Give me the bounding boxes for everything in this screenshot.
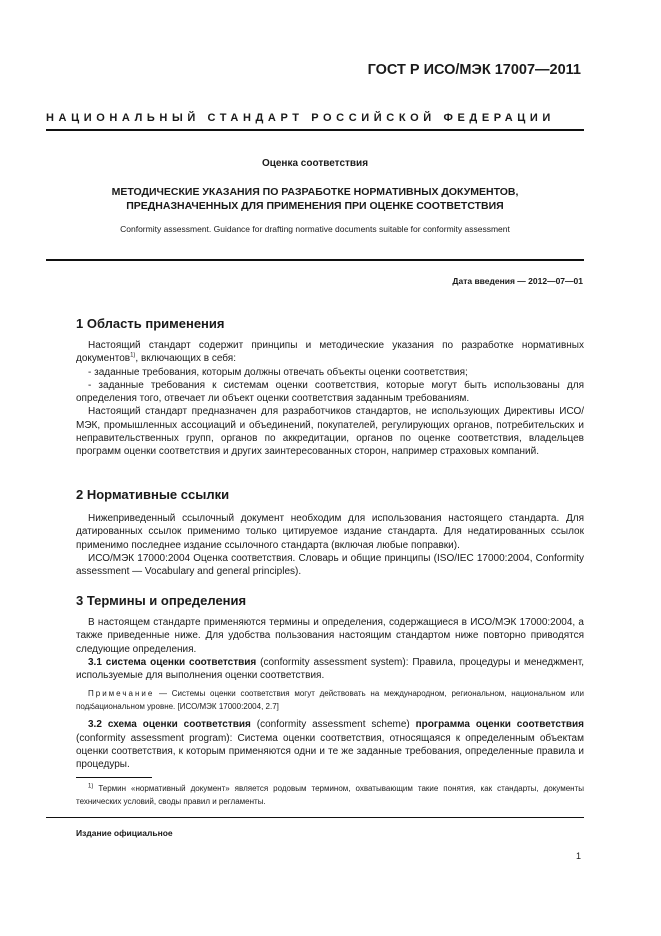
section3-paragraph1: В настоящем стандарте применяются термины и определения, содержащиеся в ИСО/МЭК 17000:2004, а также приведенные ниже. Для удобства пользования настоящим стандартом ниже повторно приводятся следующие определения. (76, 617, 584, 655)
section1-paragraph1: Настоящий стандарт содержит принципы и методические указания по разработке нормативных документов$^{1)}$, включающих в себя: (76, 340, 584, 365)
section2-body (76, 512, 584, 578)
page-number: 1 (575, 851, 581, 861)
footnote-rule (76, 777, 152, 778)
term-name-alt: программа оценки соответствия (415, 719, 585, 731)
term-3-1: 3.1 система оценки соответствия (conformity assessment system): Правила, процедуры и менеджмент, используемые для выполнения оценки соответствия. (76, 656, 584, 682)
section2-paragraph1: Нижеприведенный ссылочный документ необходим для использования настоящего стандарта. Для датированных ссылок применимо только цитируемое издание стандарта. Для недатированных ссылок применимо последнее издание ссылочного стандарта (включая любые поправки). (76, 513, 584, 551)
header-rule (46, 129, 584, 131)
title-rule (46, 259, 584, 261)
edition-label: Издание официальное (76, 828, 173, 838)
title-main-line2: ПРЕДНАЗНАЧЕННЫХ ДЛЯ ПРИМЕНЕНИЯ ПРИ ОЦЕНКЕ СООТВЕТСТВИЯ (126, 200, 504, 212)
title-english: Conformity assessment. Guidance for drafting normative documents suitable for conformity assessment (120, 224, 510, 234)
list-item: - заданные требования, которым должны отвечать объекты оценки соответствия; (88, 366, 468, 378)
section1-heading: 1 Область применения (76, 316, 225, 331)
footnote-ref: 1) (130, 352, 136, 359)
term-name: схема оценки соответствия (107, 719, 251, 731)
term-name: система оценки соответствия (105, 656, 257, 668)
title-subtitle: Оценка соответствия (261, 158, 369, 169)
term-3-2: 3.2 схема оценки соответствия (conformity assessment scheme) программа оценки соответствия (conformity assessment program): Система оценки соответствия, относящаяся к определенным объектам оценки соответствия, к которым применяются одни и те же заданные требования, определенные правила и процедуры. (76, 719, 585, 771)
title-main-line1: МЕТОДИЧЕСКИЕ УКАЗАНИЯ ПО РАЗРАБОТКЕ НОРМАТИВНЫХ ДОКУМЕНТОВ, (111, 186, 519, 198)
section2-heading: 2 Нормативные ссылки (76, 487, 230, 502)
note-label: Примечание (88, 689, 155, 699)
intro-date: Дата введения — 2012—07—01 (452, 276, 583, 286)
section3-heading: 3 Термины и определения (76, 593, 247, 608)
document-code: ГОСТ Р ИСО/МЭК 17007—2011 (367, 62, 581, 78)
footer-rule (46, 817, 584, 818)
title-main (46, 185, 584, 213)
section1-body (76, 339, 584, 459)
footnote: $^{1)}$ Термин «нормативный документ» является родовым термином, охватывающим такие понятия, как стандарты, документы технических условий, своды правил и регламенты. (76, 783, 584, 806)
footnote-mark: 1) (88, 783, 94, 790)
list-item: - заданные требования к системам оценки соответствия, которые могут быть использованы для определения того, отвечает ли объект оценки соответствия заданным требованиям. (76, 379, 584, 405)
section1-paragraph2: Настоящий стандарт предназначен для разработчиков стандартов, не использующих Директивы ИСО/МЭК, промышленных ассоциаций и объединений, покупателей, регулирующих органов, потребительских и неправительственных групп, органов по аккредитации, органов по оценке соответствия, владельцев программ оценки соответствия и других заинтересованных сторон, например страховых компаний. (76, 406, 584, 458)
section3-body (76, 616, 584, 772)
section2-paragraph2: ИСО/МЭК 17000:2004 Оценка соответствия. Словарь и общие принципы (ISO/IEC 17000:2004, Conformity assessment — Vocabulary and general principles). (76, 552, 584, 578)
national-standard-banner: НАЦИОНАЛЬНЫЙ СТАНДАРТ РОССИЙСКОЙ ФЕДЕРАЦИИ (46, 112, 555, 124)
note: Примечание — Системы оценки соответствия могут действовать на международном, региональном, национальном или подనациональном уровне. [ИСО/МЭК 17000:2004, 2.7] (76, 689, 584, 712)
